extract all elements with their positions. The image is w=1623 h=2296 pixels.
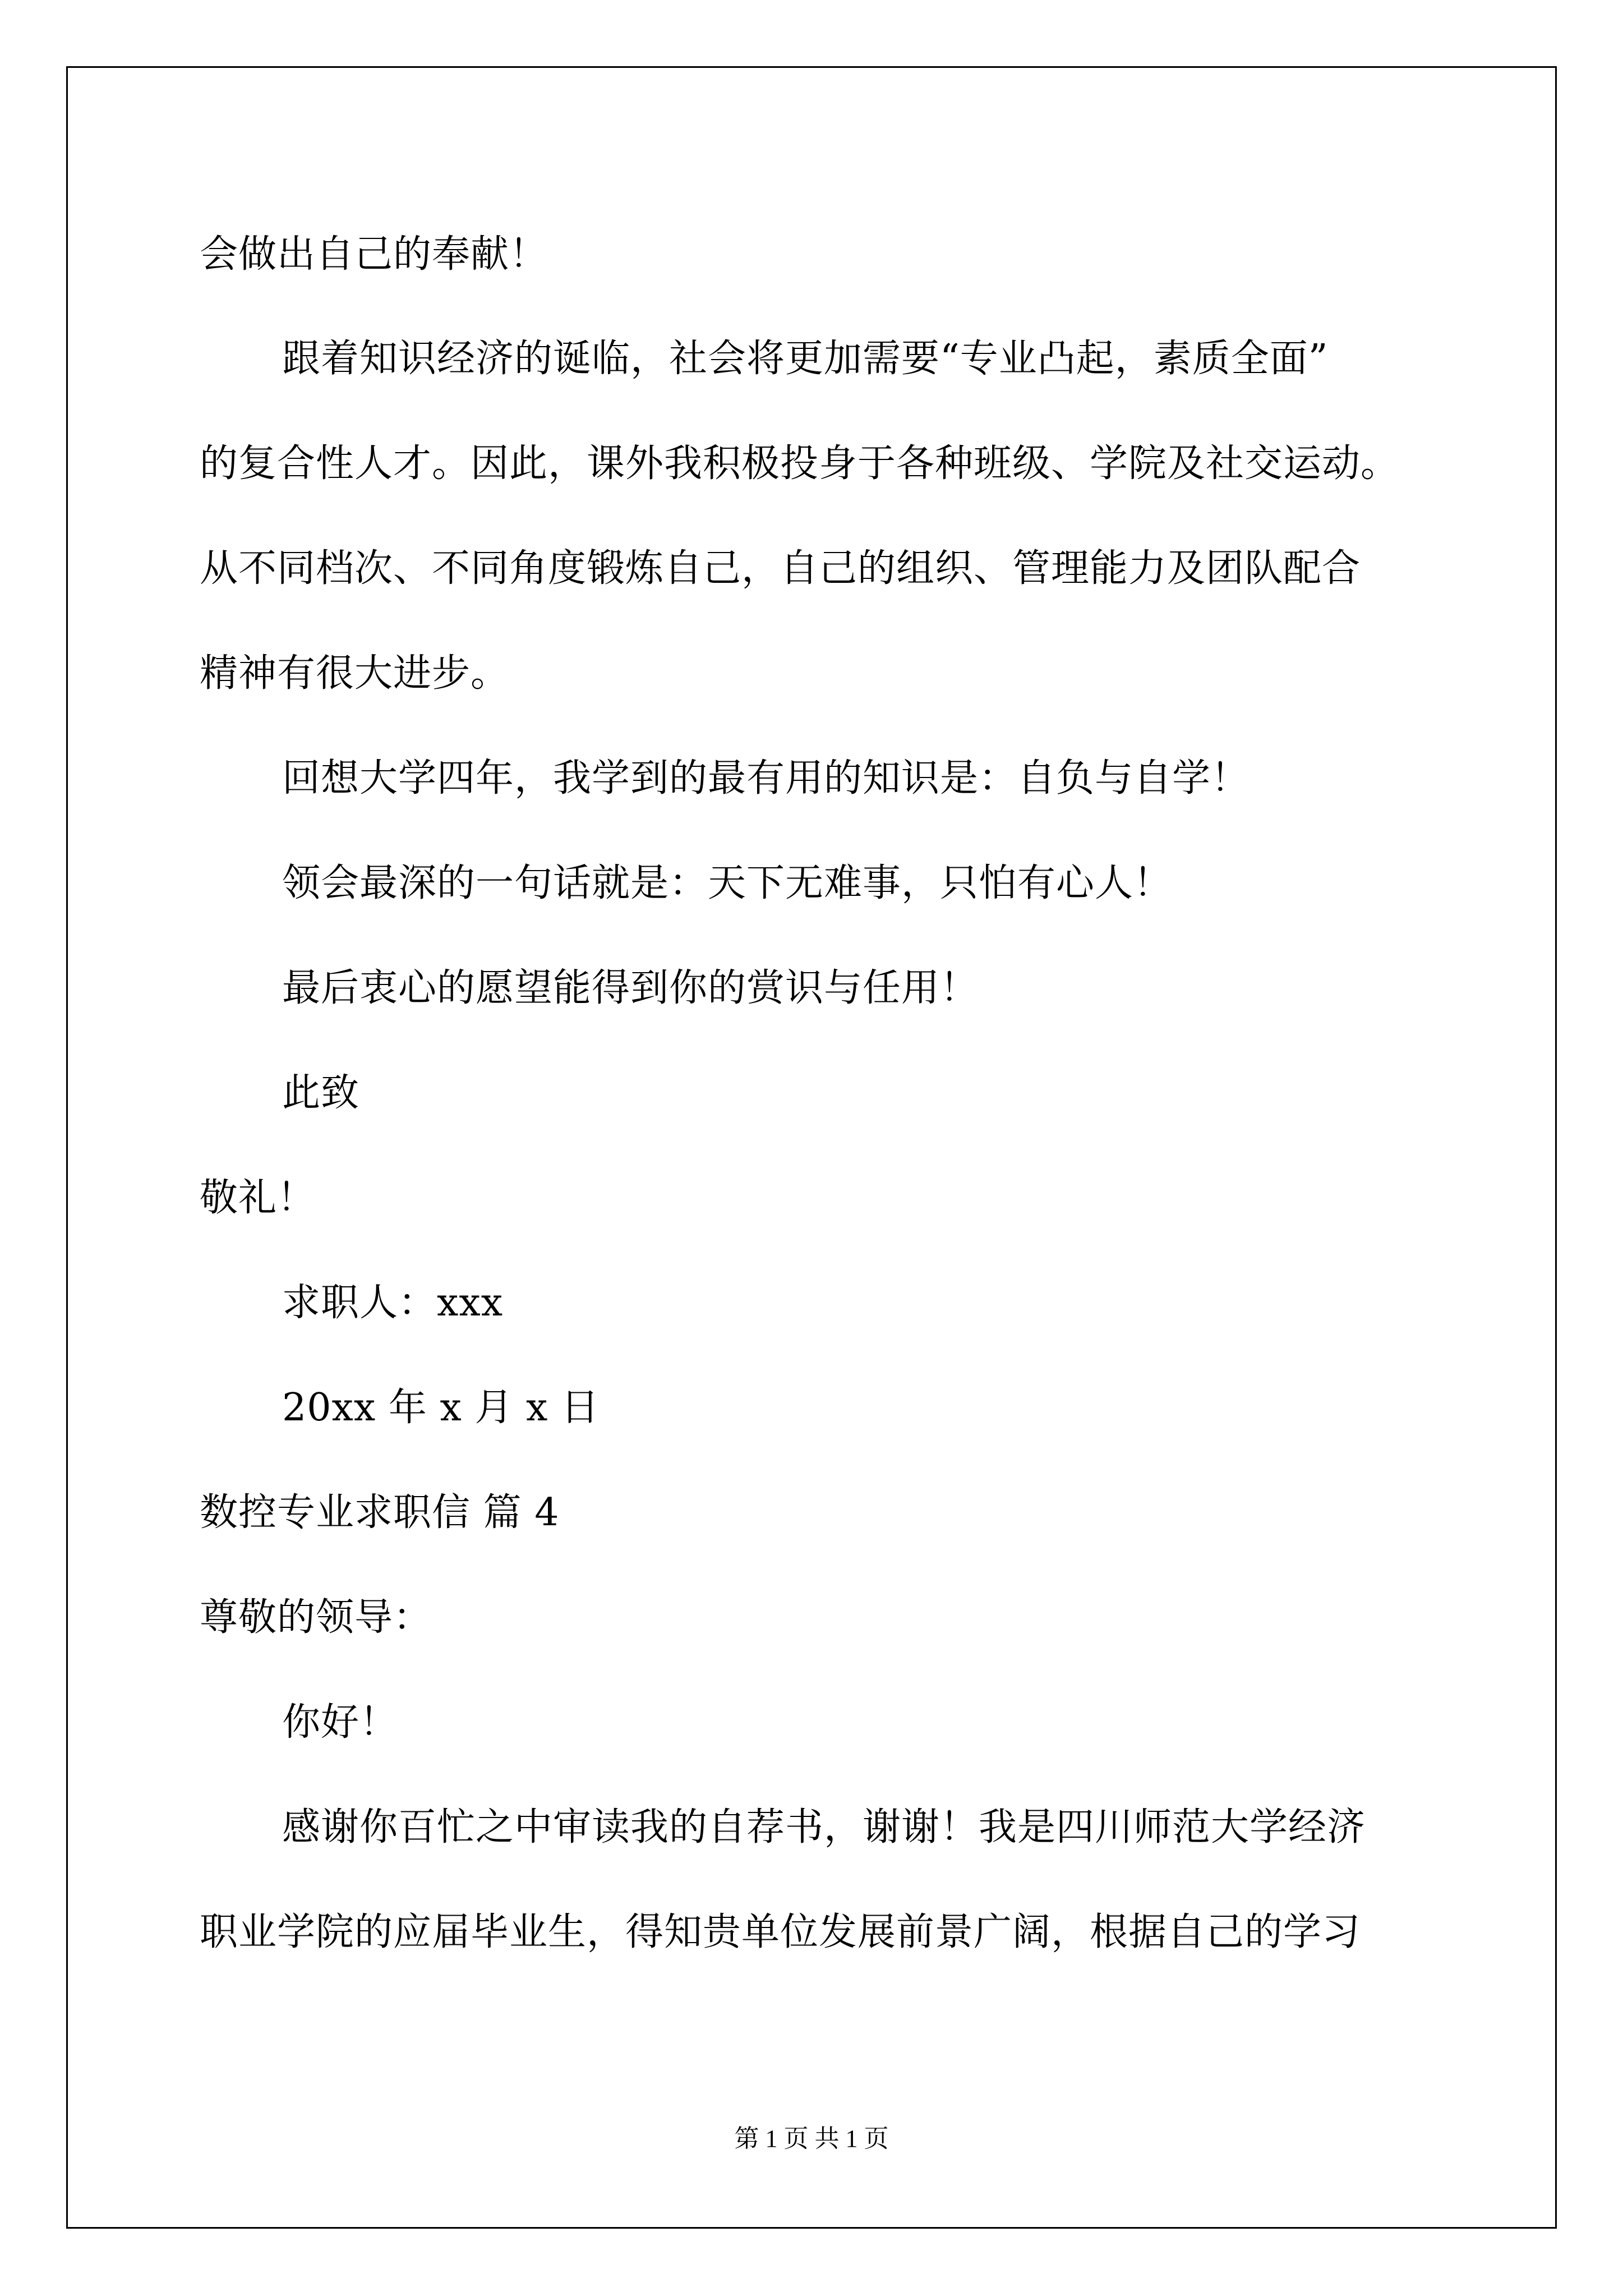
text-line: 的复合性人才。因此，课外我积极投身于各种班级、学院及社交运动。 xyxy=(200,441,1400,486)
text-line: 从不同档次、不同角度锻炼自己，自己的组织、管理能力及团队配合 xyxy=(200,546,1361,591)
closing-salutation: 此致 xyxy=(282,1071,360,1115)
text-line: 精神有很大进步。 xyxy=(200,651,510,696)
text-line: 感谢你百忙之中审读我的自荐书，谢谢！我是四川师范大学经济 xyxy=(282,1805,1366,1849)
text-line: 领会最深的一句话就是：天下无难事，只怕有心人！ xyxy=(282,861,1173,905)
page-border xyxy=(66,66,1557,2229)
page-footer: 第 1 页 共 1 页 xyxy=(734,2125,889,2152)
greeting-hello: 你好！ xyxy=(282,1700,399,1745)
text-line: 最后衷心的愿望能得到你的赏识与任用！ xyxy=(282,966,979,1010)
date-line: 20xx 年 x 月 x 日 xyxy=(282,1386,600,1430)
section-heading: 数控专业求职信 篇 4 xyxy=(200,1490,560,1535)
greeting: 尊敬的领导： xyxy=(200,1595,432,1640)
closing-regards: 敬礼！ xyxy=(200,1176,316,1220)
text-line: 职业学院的应届毕业生，得知贵单位发展前景广阔，根据自己的学习 xyxy=(200,1910,1361,1954)
text-line: 跟着知识经济的诞临，社会将更加需要“专业凸起，素质全面” xyxy=(282,337,1329,381)
text-line: 回想大学四年，我学到的最有用的知识是：自负与自学！ xyxy=(282,756,1250,800)
text-line: 会做出自己的奉献！ xyxy=(200,232,548,277)
signature-line: 求职人：xxx xyxy=(282,1281,504,1325)
